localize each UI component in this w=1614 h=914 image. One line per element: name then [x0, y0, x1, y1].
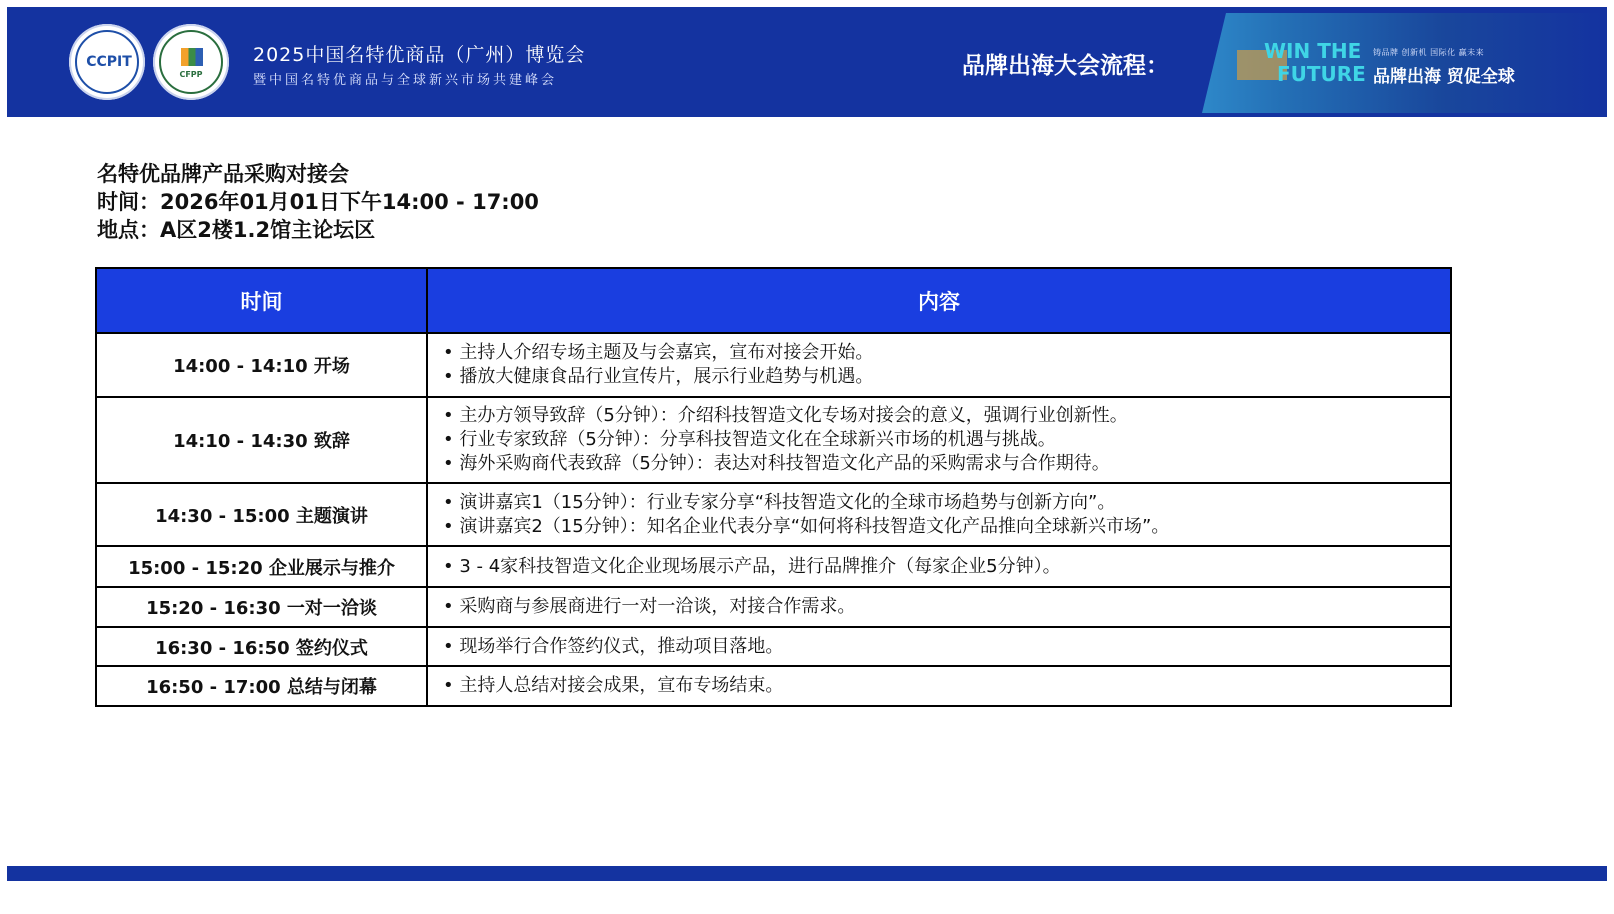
table-row [96, 483, 1451, 546]
footer-bar [7, 866, 1607, 881]
flow-title: 品牌出海大会流程： [962, 53, 1169, 79]
row-time: 16:50 - 17:00 总结与闭幕 [96, 666, 427, 706]
row-time: 14:10 - 14:30 致辞 [96, 397, 427, 483]
expo-subtitle: 暨中国名特优商品与全球新兴市场共建峰会 [253, 73, 558, 88]
event-time: 时间：2026年01月01日下午14:00 - 17:00 [97, 190, 539, 214]
list-item: • 播放大健康食品行业宣传片，展示行业趋势与机遇。 [443, 366, 874, 387]
list-item: • 行业专家致辞（5分钟）：分享科技智造文化在全球新兴市场的机遇与挑战。 [443, 429, 1056, 450]
expo-title: 2025中国名特优商品（广州）博览会 [253, 44, 586, 66]
table-row [96, 666, 1451, 706]
row-content [427, 587, 1451, 627]
event-name: 名特优品牌产品采购对接会 [97, 162, 349, 186]
schedule-table [95, 267, 1452, 707]
list-item: • 海外采购商代表致辞（5分钟）：表达对科技智造文化产品的采购需求与合作期待。 [443, 453, 1110, 474]
table-row [96, 333, 1451, 397]
table-row [96, 397, 1451, 483]
table-row [96, 546, 1451, 587]
header-time: 时间 [96, 268, 427, 333]
list-item: • 采购商与参展商进行一对一洽谈，对接合作需求。 [443, 596, 856, 617]
row-time: 15:20 - 16:30 一对一洽谈 [96, 587, 427, 627]
list-item: • 主持人介绍专场主题及与会嘉宾，宣布对接会开始。 [443, 342, 874, 363]
list-item: • 现场举行合作签约仪式，推动项目落地。 [443, 635, 784, 657]
row-content [427, 627, 1451, 666]
table-header-row [96, 268, 1451, 333]
row-time: 14:00 - 14:10 开场 [96, 333, 427, 397]
header-content: 内容 [427, 268, 1451, 333]
header-bar [7, 7, 1607, 117]
event-location: 地点：A区2楼1.2馆主论坛区 [97, 218, 376, 242]
banner-line-2: FUTURE [1277, 62, 1366, 86]
list-item: • 主办方领导致辞（5分钟）：介绍科技智造文化专场对接会的意义，强调行业创新性。 [443, 405, 1128, 426]
table-row [96, 587, 1451, 627]
banner-small-slogan: 铸品牌 创新机 国际化 赢未来 [1373, 48, 1485, 57]
event-info [97, 160, 539, 244]
row-content [427, 546, 1451, 587]
table-row [96, 627, 1451, 666]
row-content [427, 483, 1451, 546]
list-item: • 3 - 4家科技智造文化企业现场展示产品，进行品牌推介（每家企业5分钟）。 [443, 555, 1061, 577]
row-time: 14:30 - 15:00 主题演讲 [96, 483, 427, 546]
list-item: • 演讲嘉宾2（15分钟）：知名企业代表分享“如何将科技智造文化产品推向全球新兴市场”。 [443, 515, 1170, 537]
list-item: • 主持人总结对接会成果，宣布专场结束。 [443, 675, 784, 696]
row-content [427, 333, 1451, 397]
cfpp-logo: CFPP [153, 24, 229, 100]
ccpit-logo: CCPIT [69, 24, 145, 100]
row-content [427, 666, 1451, 706]
row-time: 15:00 - 15:20 企业展示与推介 [96, 546, 427, 587]
row-time: 16:30 - 16:50 签约仪式 [96, 627, 427, 666]
banner-big-slogan: 品牌出海 贸促全球 [1373, 67, 1515, 87]
row-content [427, 397, 1451, 483]
list-item: • 演讲嘉宾1（15分钟）：行业专家分享“科技智造文化的全球市场趋势与创新方向”。 [443, 491, 1116, 513]
banner-line-1: WIN THE [1264, 39, 1362, 63]
